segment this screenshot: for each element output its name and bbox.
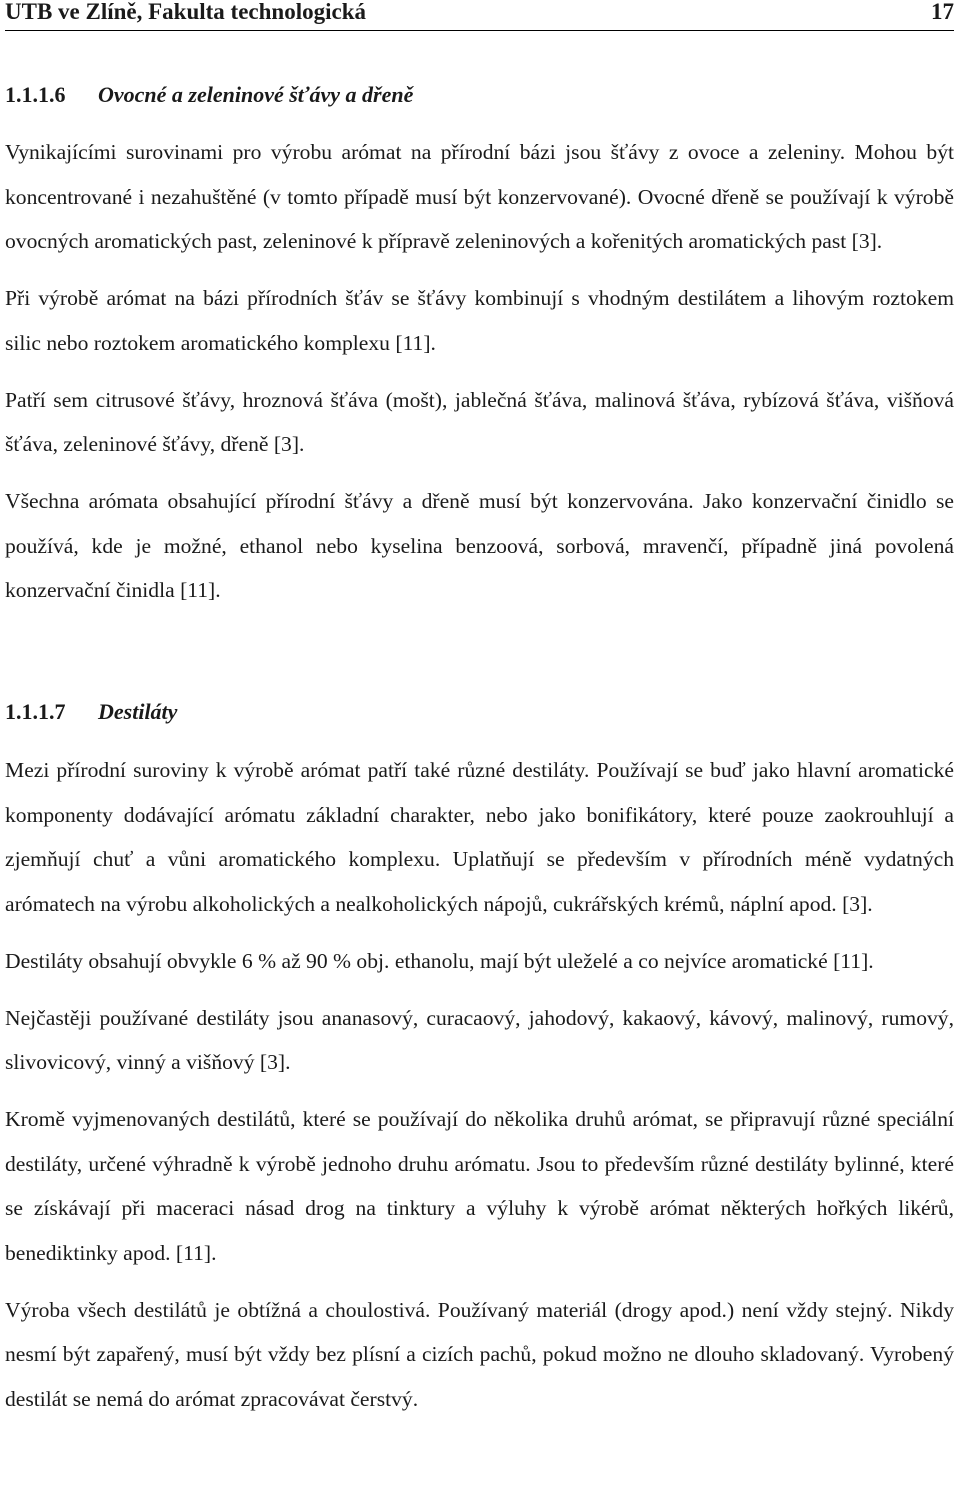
paragraph: Při výrobě arómat na bázi přírodních šťáv se šťávy kombinují s vhodným destilátem a lihovým roztokem silic nebo roztokem aromatického komplexu [11]. — [5, 286, 954, 355]
paragraph: Kromě vyjmenovaných destilátů, které se používají do několika druhů arómat, se připravují různé speciální destiláty, určené výhradně k výrobě jednoho druhu arómatu. Jsou to především různé destiláty bylinné, které se získávají při maceraci násad drog na tinktury a výluhy k výrobě arómat některých hořkých likérů, benediktinky apod. [11]. — [5, 1107, 954, 1265]
paragraph: Destiláty obsahují obvykle 6 % až 90 % obj. ethanolu, mají být uleželé a co nejvíce aromatické [11]. — [5, 948, 874, 973]
paragraph: Nejčastěji používané destiláty jsou ananasový, curacaový, jahodový, kakaový, kávový, malinový, rumový, slivovicový, vinný a višňový [3]. — [5, 1005, 954, 1074]
section-number: 1.1.1.7 — [5, 699, 66, 724]
section-ovocne-stavy — [5, 80, 954, 110]
header-title: UTB ve Zlíně, Fakulta technologická — [5, 0, 366, 24]
section-title: Destiláty — [98, 699, 178, 724]
page-header — [5, 0, 954, 31]
document-page — [5, 0, 954, 1411]
paragraph: Výroba všech destilátů je obtížná a choulostivá. Používaný materiál (drogy apod.) není vždy stejný. Nikdy nesmí být zapařený, musí být vždy bez plísní a cizích pachů, pokud možno ne dlouho skladovaný. Vyrobený destilát se nemá do arómat zpracovávat čerstvý. — [5, 1297, 954, 1411]
section-body — [5, 130, 954, 613]
section-destilaty — [5, 697, 954, 727]
paragraph: Patří sem citrusové šťávy, hroznová šťáva (mošt), jablečná šťáva, malinová šťáva, rybízová šťáva, višňová šťáva, zeleninové šťávy, dřeně [3]. — [5, 387, 954, 456]
section-number: 1.1.1.6 — [5, 82, 66, 107]
page-number: 17 — [931, 0, 954, 24]
paragraph: Vynikajícími surovinami pro výrobu arómat na přírodní bázi jsou šťávy z ovoce a zeleniny. Mohou být koncentrované i nezahuštěné (v tomto případě musí být konzervované). Ovocné dřeně se používají k výrobě ovocných aromatických past, zeleninové k přípravě zeleninových a kořenitých aromatických past [3]. — [5, 140, 954, 253]
paragraph: Všechna arómata obsahující přírodní šťávy a dřeně musí být konzervována. Jako konzervační činidlo se používá, kde je možné, ethanol nebo kyselina benzoová, sorbová, mravenčí, případně jiná povolená konzervační činidla [11]. — [5, 489, 954, 602]
section-heading — [5, 697, 954, 727]
section-title: Ovocné a zeleninové šťávy a dřeně — [98, 82, 414, 107]
section-body — [5, 748, 954, 1421]
paragraph: Mezi přírodní suroviny k výrobě arómat patří také různé destiláty. Používají se buď jako hlavní aromatické komponenty dodávající arómatu základní charakter, nebo jako bonifikátory, které pouze zaokrouhlují a zjemňují chuť a vůni aromatického komplexu. Uplatňují se především v přírodních méně vydatných arómatech na výrobu alkoholických a nealkoholických nápojů, cukrářských krémů, náplní apod. [3]. — [5, 758, 954, 916]
section-heading — [5, 80, 954, 110]
